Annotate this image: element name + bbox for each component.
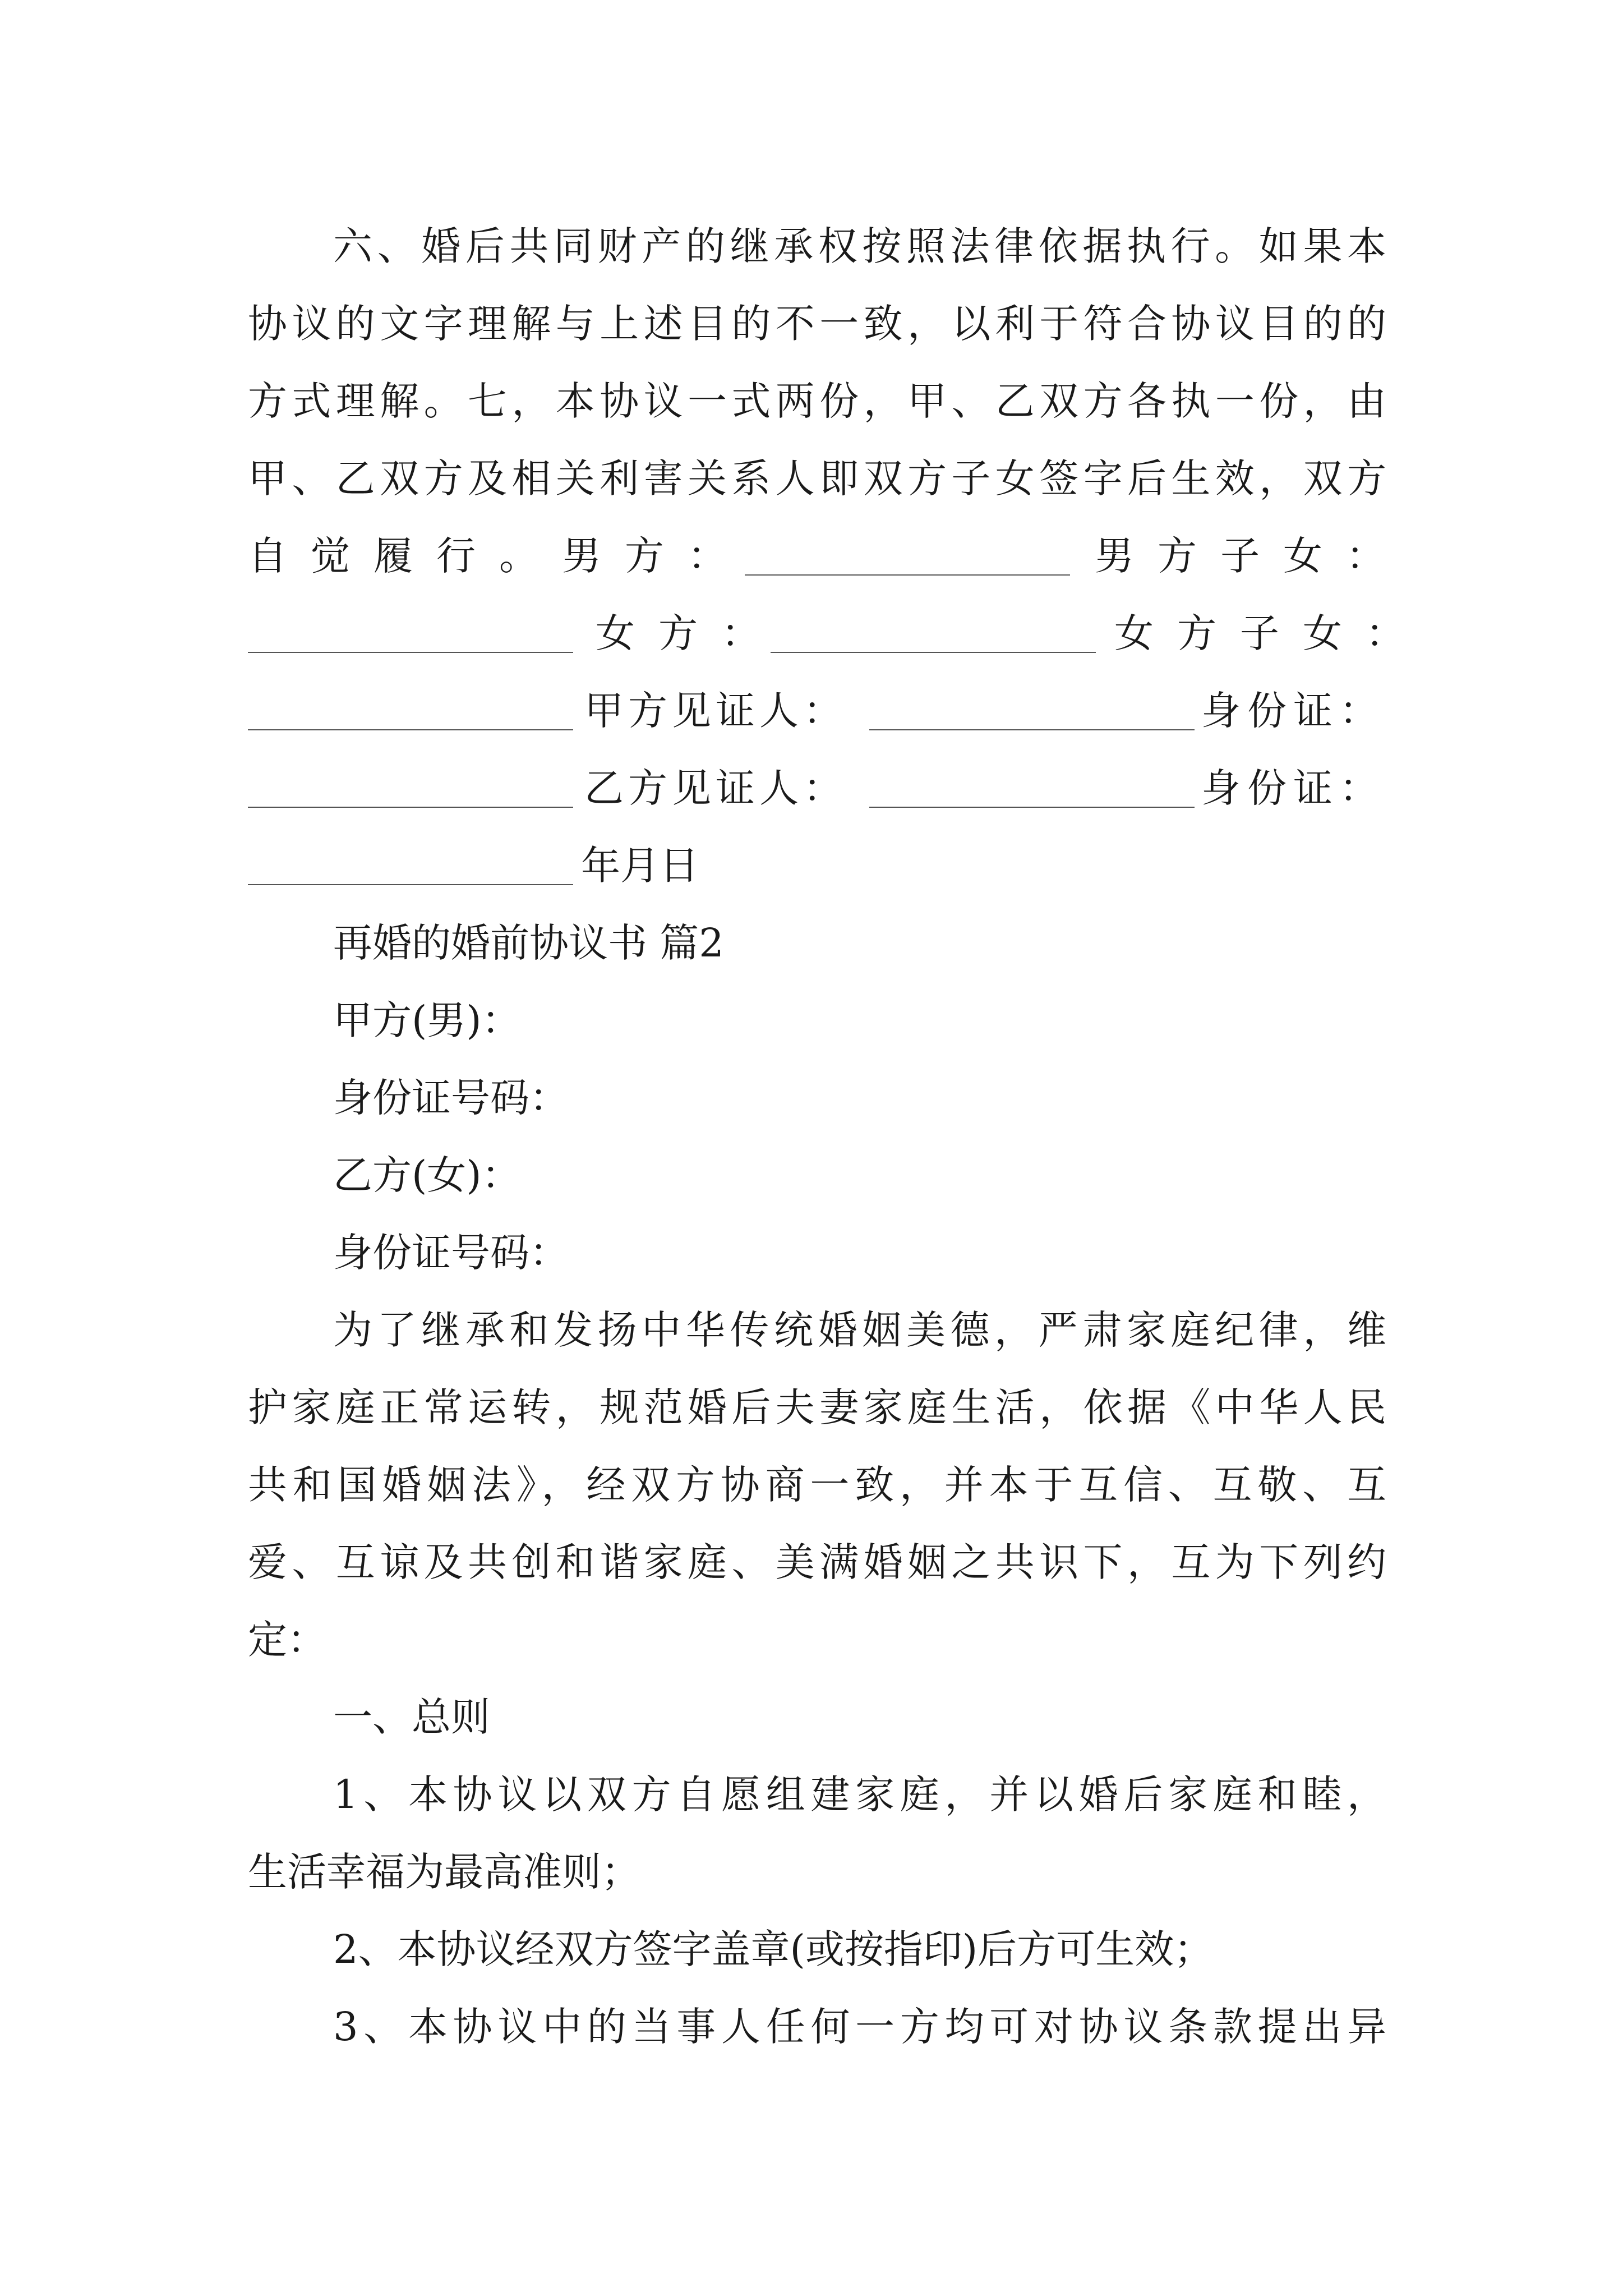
party-a-line: 甲方(男)：: [333, 997, 521, 1043]
party-b-id-blank: [248, 884, 573, 885]
party-a-witness-blank: [869, 729, 1195, 730]
general-provisions-heading: 一、总则: [333, 1694, 490, 1740]
date-label: 年月日: [581, 843, 699, 889]
party-a-witness-label: 甲方见证人：: [584, 688, 847, 734]
party-b-witness-blank: [869, 807, 1195, 808]
party-b-witness-label: 乙方见证人：: [584, 765, 847, 811]
male-children-signature-blank: [248, 652, 573, 653]
party-a-id-line: 身份证号码：: [333, 1075, 569, 1121]
female-signature-blank: [771, 652, 1096, 653]
paragraph-line: 为了继承和发扬中华传统婚姻美德，严肃家庭纪律，维: [333, 1307, 1386, 1353]
signature-row: [248, 595, 1428, 672]
fulfil-male-label: 自觉履行。男方：: [248, 533, 750, 579]
paragraph-line: 共和国婚姻法》，经双方协商一致，并本于互信、互敬、互: [248, 1462, 1386, 1508]
male-children-label: 男方子女：: [1095, 533, 1409, 579]
paragraph-line: 协议的文字理解与上述目的不一致，以利于符合协议目的的: [248, 301, 1386, 347]
party-b-id-line: 身份证号码：: [333, 1230, 569, 1276]
paragraph-line: 六、婚后共同财产的继承权按照法律依据执行。如果本: [333, 223, 1386, 269]
female-children-label: 女方子女：: [1114, 610, 1428, 656]
section-heading: 再婚的婚前协议书 篇2: [333, 920, 724, 966]
female-label: 女方：: [596, 610, 784, 656]
paragraph-line: 甲、乙双方及相关利害关系人即双方子女签字后生效，双方: [248, 455, 1386, 501]
clause-line: 2、本协议经双方签字盖章(或按指印)后方可生效；: [333, 1926, 1214, 1972]
signature-row: [248, 672, 1386, 749]
party-a-id-blank: [248, 807, 573, 808]
paragraph-line: 定：: [248, 1617, 326, 1663]
clause-line: 1、本协议以双方自愿组建家庭，并以婚后家庭和睦，: [333, 1772, 1386, 1818]
clause-line: 生活幸福为最高准则；: [248, 1849, 640, 1895]
female-children-signature-blank: [248, 729, 573, 730]
paragraph-line: 爱、互谅及共创和谐家庭、美满婚姻之共识下，互为下列约: [248, 1539, 1386, 1585]
party-b-line: 乙方(女)：: [333, 1152, 521, 1198]
paragraph-line: 方式理解。七，本协议一式两份，甲、乙双方各执一份，由: [248, 378, 1386, 424]
signature-row: [248, 517, 1409, 595]
id-card-label: 身份证：: [1201, 688, 1385, 734]
signature-row: [248, 749, 1386, 827]
document-body: [248, 208, 1428, 2065]
signature-row: [248, 827, 1386, 904]
id-card-label: 身份证：: [1201, 765, 1385, 811]
paragraph-line: 护家庭正常运转，规范婚后夫妻家庭生活，依据《中华人民: [248, 1384, 1386, 1430]
male-signature-blank: [745, 574, 1070, 576]
clause-line: 3、本协议中的当事人任何一方均可对协议条款提出异: [333, 2004, 1386, 2050]
